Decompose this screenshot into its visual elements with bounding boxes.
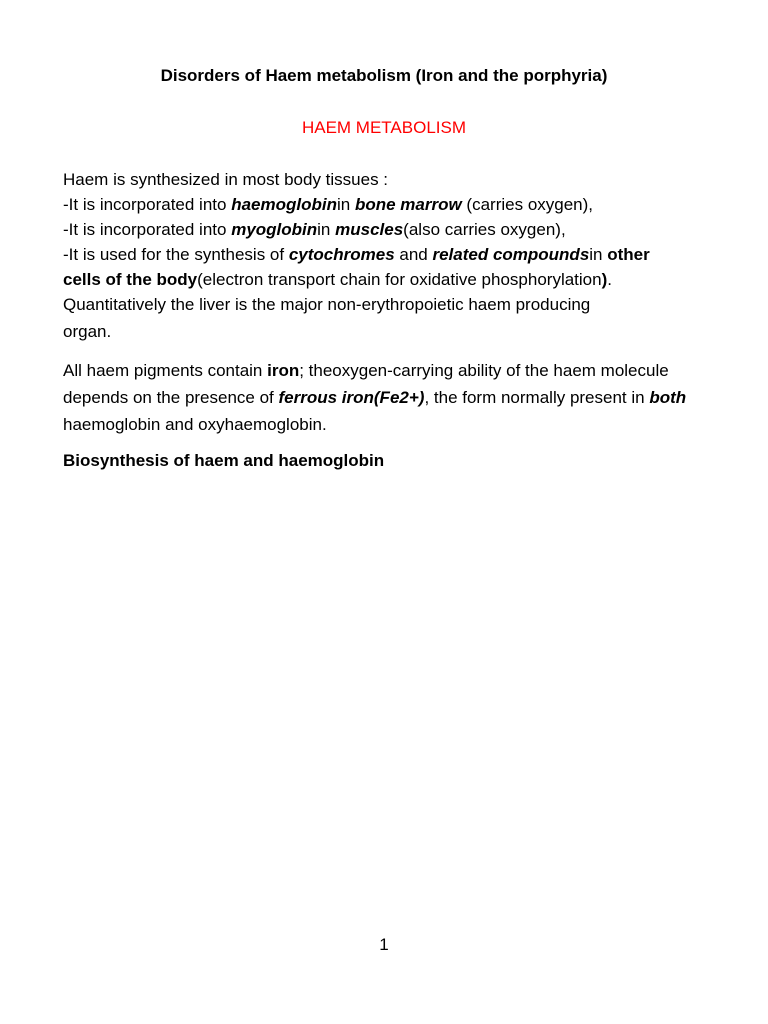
term-haemoglobin: haemoglobin xyxy=(231,195,337,214)
section-heading: HAEM METABOLISM xyxy=(301,118,467,137)
text-run: in xyxy=(336,195,355,214)
text-run: -It is incorporated into xyxy=(63,195,232,214)
term-related-compounds: related compounds xyxy=(432,245,590,264)
iron-paragraph xyxy=(63,357,703,438)
page-number: 1 xyxy=(379,935,389,954)
text-run: ) xyxy=(601,270,608,289)
text-run: (also carries oxygen), xyxy=(403,220,566,239)
term-ferrous-iron: ferrous iron(Fe2+) xyxy=(278,388,425,407)
term-bone-marrow: bone marrow xyxy=(354,195,462,214)
text-run: -It is incorporated into xyxy=(63,220,232,239)
intro-line-3 xyxy=(63,217,703,242)
biosynthesis-subheading: Biosynthesis of haem and haemoglobin xyxy=(63,451,385,470)
intro-line-7: organ. xyxy=(63,322,112,341)
text-run: (electron transport chain for oxidative phosphorylation xyxy=(197,270,602,289)
term-iron: iron xyxy=(267,361,300,380)
document-title: Disorders of Haem metabolism (Iron and the porphyria) xyxy=(160,66,608,85)
text-run: , the form normally present in xyxy=(424,388,650,407)
intro-line-4 xyxy=(63,242,703,267)
intro-line-1: Haem is synthesized in most body tissues : xyxy=(63,170,389,189)
term-other: other xyxy=(607,245,650,264)
intro-paragraph xyxy=(63,167,703,344)
text-run: and xyxy=(394,245,433,264)
text-run: -It is used for the synthesis of xyxy=(63,245,289,264)
term-cytochromes: cytochromes xyxy=(288,245,395,264)
intro-line-5 xyxy=(63,267,703,292)
term-muscles: muscles xyxy=(335,220,404,239)
text-run: All haem pigments contain xyxy=(63,361,268,380)
term-cells-of-the-body: cells of the body xyxy=(63,270,198,289)
text-run: in xyxy=(589,245,608,264)
text-run: . xyxy=(607,270,612,289)
text-run: in xyxy=(317,220,336,239)
intro-line-6: Quantitatively the liver is the major non-erythropoietic haem producing xyxy=(63,295,591,314)
text-run: haemoglobin and oxyhaemoglobin. xyxy=(63,415,327,434)
term-myoglobin: myoglobin xyxy=(231,220,318,239)
intro-line-2 xyxy=(63,192,703,217)
text-run: ; theoxygen-carrying ability of the haem molecule depends on the presence of xyxy=(63,361,669,407)
term-both: both xyxy=(649,388,687,407)
text-run: (carries oxygen), xyxy=(461,195,594,214)
